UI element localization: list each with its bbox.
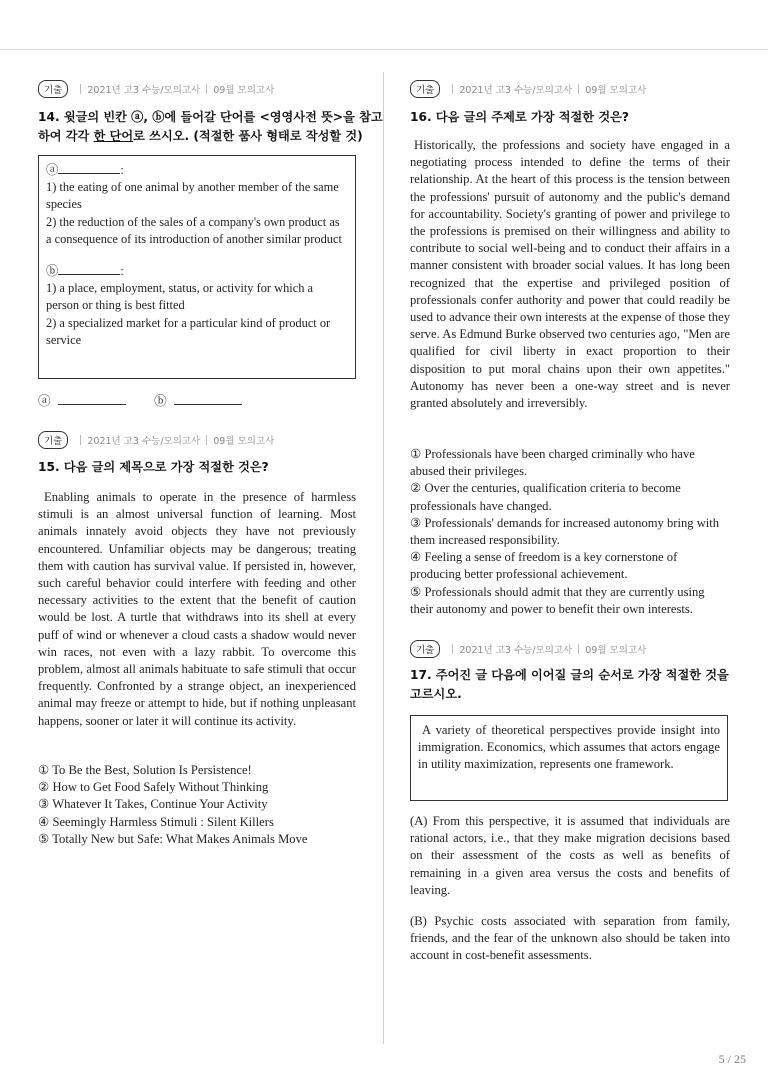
separator [578, 644, 579, 654]
q14-tag: 기출 [38, 80, 68, 98]
blank-a-line [58, 173, 120, 174]
q16-passage [410, 137, 730, 412]
separator [578, 84, 579, 94]
q14-definition-box [38, 155, 356, 379]
q15-option-2[interactable]: ② How to Get Food Safely Without Thinking [38, 780, 269, 795]
q15-option-5[interactable]: ⑤ Totally New but Safe: What Makes Animals Move [38, 831, 308, 846]
q14-title-text: 로 쓰시오. (적절한 품사 형태로 작성할 것) [133, 129, 363, 143]
blank-a-label: ⓐ [46, 163, 59, 177]
q16-source-row [410, 80, 646, 98]
q17-para-a [410, 813, 730, 899]
q17-source-row [410, 640, 646, 658]
q14-title-underlined: 한 단어 [93, 129, 134, 143]
answer-a-label: ⓐ [38, 394, 51, 408]
blank-b-label: ⓑ [46, 264, 59, 279]
q16-option-5[interactable]: ⑤ Professionals should admit that they are currently using their autonomy and power to benefit their own interests. [410, 584, 705, 616]
q15-source-row [38, 431, 274, 449]
q16-source-month: 09월 모의고사 [585, 85, 647, 96]
q15-source-month: 09월 모의고사 [213, 436, 275, 447]
q17-tag: 기출 [410, 640, 440, 658]
q17-given-text-wrap [418, 722, 720, 774]
q16-options [410, 446, 730, 618]
q17-para-b-text: (B) Psychic costs associated with separation from family, friends, and the fear of the unknown also should be taken into account in cost-benefit assessments. [410, 914, 730, 963]
q14-b-def2: 2) a specialized market for a particular kind of product or service [46, 315, 331, 347]
q14-blank-b [46, 263, 346, 280]
answer-b-label: ⓑ [154, 394, 167, 408]
q14-source-exam: 2021년 고3 수능/모의고사 [87, 85, 201, 96]
q16-option-4[interactable]: ④ Feeling a sense of freedom is a key cornerstone of producing better professional achievement. [410, 550, 678, 582]
q15-option-1[interactable]: ① To Be the Best, Solution Is Persistence! [38, 763, 252, 777]
q16-option-3[interactable]: ③ Professionals' demands for increased autonomy bring with them increased responsibility. [410, 515, 720, 548]
q15-title: 15. 다음 글의 제목으로 가장 적절한 것은? [38, 460, 269, 474]
q16-tag: 기출 [410, 80, 440, 98]
q16-passage-text: Historically, the professions and society have engaged in a negotiating process intended to define the terms of their relationship. At the heart of this process is the tension between the professions' pursuit of autonomy and the public's demand for accountability. Society's granting of power and privilege to the professions is premised on their willingness and ability to contribute to social well-being and to conduct their affairs in a manner consistent with broader social values. It has long been recognized that the expertise and privileged position of professionals confer authority and power that could readily be used to advance their own interests at the expense of those they serve. As Edmund Burke observed two centuries ago, "Men are qualified for civil liberty in exact proportion to their disposition to put moral chains upon their own appetites." Autonomy has never been a one-way street and is never granted absolutely and irreversibly. [410, 138, 730, 411]
q14-blank-a [46, 162, 346, 179]
q15-options [38, 762, 307, 848]
q15-tag: 기출 [38, 431, 68, 449]
q15-option-3[interactable]: ③ Whatever It Takes, Continue Your Activity [38, 797, 268, 812]
colon: : [120, 163, 124, 177]
separator [452, 644, 453, 654]
column-divider [383, 72, 384, 1044]
separator [452, 84, 453, 94]
q16-option-2[interactable]: ② Over the centuries, qualification criteria to become professionals have changed. [410, 481, 681, 513]
q14-title [38, 108, 383, 146]
q14-answer-row [38, 393, 242, 410]
q17-given-box [410, 715, 728, 801]
q14-source-row [38, 80, 274, 98]
answer-a-blank[interactable] [58, 404, 126, 405]
q14-title-text: 하여 각각 [38, 129, 94, 143]
separator [206, 84, 207, 94]
q17-para-a-text: (A) From this perspective, it is assumed that individuals are rational actors, i.e., that they make migration decisions based on their assessment of the costs as well as benefits of remaining in a given area versus the costs and benefits of leaving. [410, 814, 730, 897]
q15-passage [38, 489, 356, 730]
q14-a-def2: 2) the reduction of the sales of a company's own product as a consequence of its introduction of another similar product [46, 214, 342, 246]
answer-b-blank[interactable] [174, 404, 242, 405]
q14-b-def1: 1) a place, employment, status, or activity for which a person or thing is best fitted [46, 281, 314, 313]
colon: : [120, 264, 124, 279]
blank-b-line [58, 274, 120, 275]
q15-option-4[interactable]: ④ Seemingly Harmless Stimuli : Silent Killers [38, 814, 274, 829]
q17-source-exam: 2021년 고3 수능/모의고사 [459, 645, 573, 656]
q17-source-month: 09월 모의고사 [585, 645, 647, 656]
q16-option-1[interactable]: ① Professionals have been charged criminally who have abused their privileges. [410, 447, 695, 479]
page-number: 5 / 25 [718, 1052, 746, 1066]
q14-source-month: 09월 모의고사 [213, 85, 275, 96]
q14-title-line1: 14. 윗글의 빈칸 ⓐ, ⓑ에 들어갈 단어를 <영영사전 뜻>을 참고 [38, 110, 383, 124]
q15-passage-text: Enabling animals to operate in the presence of harmless stimuli is an almost universal function of learning. Most animals innately avoid objects they have not previously encountered. Unfamiliar objects may be dangerous; treating them with caution has survival value. If persisted in, however, such careful behavior could interfere with feeding and other necessary activities to the extent that the benefit of caution would be lost. A turtle that withdraws into its shell at every puff of wind or whenever a cloud casts a shadow would never win races, not even with a lazy rabbit. To overcome this problem, almost all animals habituate to safe stimuli that occur frequently. Confronted by a strange object, an inexperienced animal may freeze or attempt to hide, but if nothing unpleasant happens, sooner or later it will continue its activity. [38, 490, 356, 728]
q15-source-exam: 2021년 고3 수능/모의고사 [87, 436, 201, 447]
q17-title: 17. 주어진 글 다음에 이어질 글의 순서로 가장 적절한 것을 고르시오. [410, 668, 729, 701]
q16-title: 16. 다음 글의 주제로 가장 적절한 것은? [410, 110, 629, 124]
separator [206, 435, 207, 445]
q14-a-def1: 1) the eating of one animal by another member of the same species [46, 180, 339, 212]
q17-para-b [410, 913, 730, 965]
q14-title-line2 [38, 127, 363, 146]
separator [80, 435, 81, 445]
separator [80, 84, 81, 94]
q17-given-text: A variety of theoretical perspectives provide insight into immigration. Economics, which assumes that actors engage in utility maximization, represents one framework. [418, 723, 720, 772]
q16-source-exam: 2021년 고3 수능/모의고사 [459, 85, 573, 96]
header-rule [0, 49, 768, 50]
